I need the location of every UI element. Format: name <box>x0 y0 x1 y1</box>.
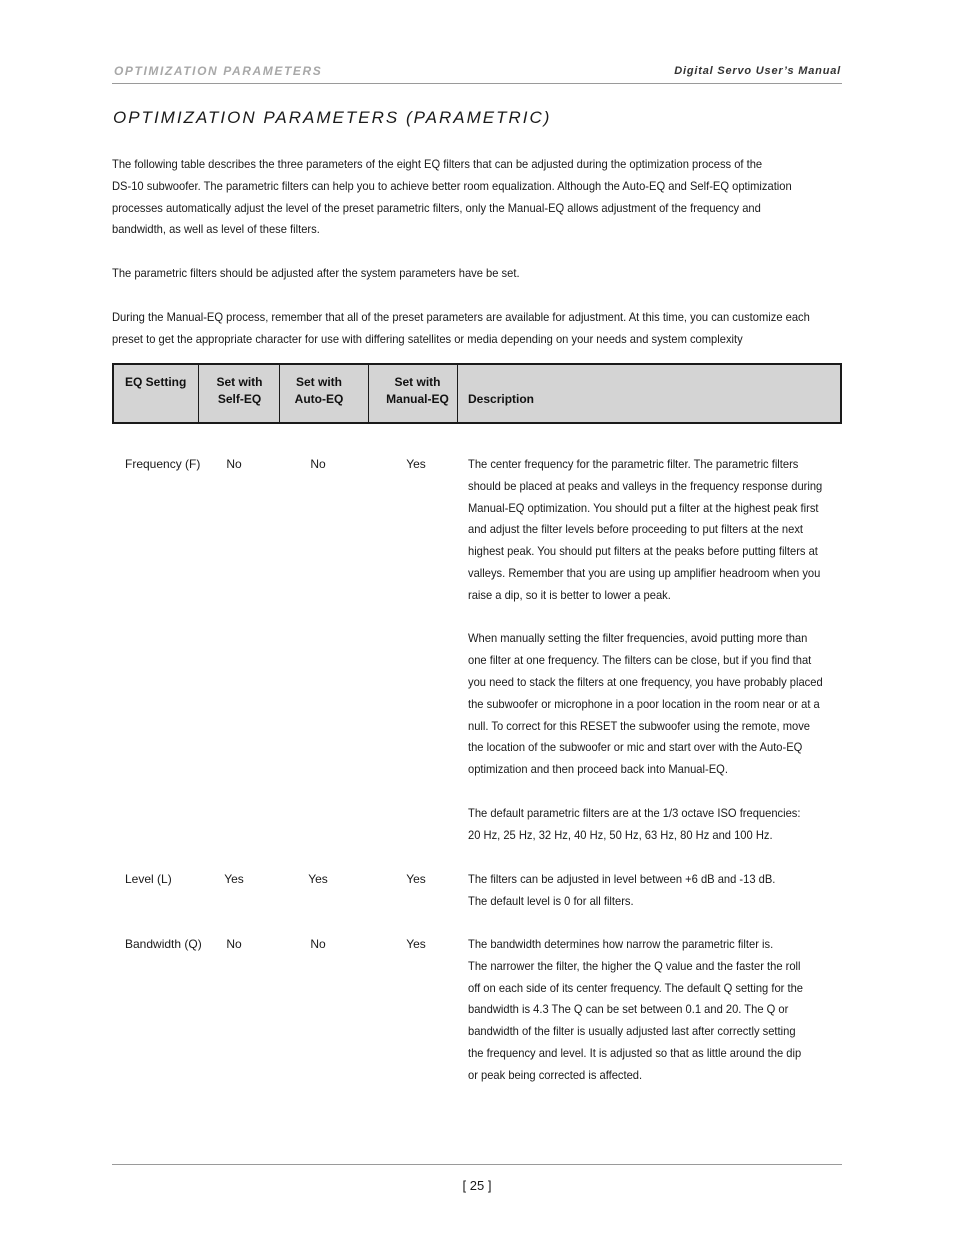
row-setting: Bandwidth (Q) <box>125 937 202 951</box>
header-auto-eq: Set with Auto-EQ <box>294 375 344 406</box>
column-divider <box>368 365 369 422</box>
description-paragraph: The filters can be adjusted in level between +6 dB and -13 dB. The default level is 0 for all filters. <box>468 872 776 908</box>
adjustment-note-paragraph: The parametric filters should be adjusted after the system parameters have be set. <box>112 266 520 280</box>
row-description <box>468 454 840 868</box>
row-manual-eq: Yes <box>406 937 426 951</box>
row-manual-eq: Yes <box>406 872 426 886</box>
footer-divider <box>112 1164 842 1165</box>
row-auto-eq: Yes <box>308 872 328 886</box>
row-self-eq: No <box>226 937 242 951</box>
page-number: [ 25 ] <box>462 1178 492 1193</box>
row-self-eq: Yes <box>224 872 244 886</box>
row-setting: Frequency (F) <box>125 457 201 471</box>
description-paragraph: The default parametric filters are at the 1/3 octave ISO frequencies: 20 Hz, 25 Hz, 32 Hz, 40 Hz, 50 Hz, 63 Hz, 80 Hz and 100 Hz. <box>468 805 801 842</box>
row-auto-eq: No <box>310 937 326 951</box>
intro-paragraph: The following table describes the three parameters of the eight EQ filters that can be adjusted during the optimization process of the DS-10 subwoofer. The parametric filters can help you to achieve better room equalization. Although the Auto-EQ and Self-EQ optimization processes automatically adjust the level of the preset parametric filters, only the Manual-EQ allows adjustment of the frequency and bandwidth, as well as level of these filters. <box>112 157 792 237</box>
row-auto-eq: No <box>310 457 326 471</box>
description-paragraph: The bandwidth determines how narrow the parametric filter is. The narrower the filter, the higher the Q value and the faster the roll off on each side of its center frequency. The default Q setting for the bandwidth is 4.3 The Q can be set between 0.1 and 20. The Q or bandwidth of the filter is usually adjusted last after correctly setting the frequency and level. It is adjusted so that as little around the dip or peak being corrected is affected. <box>468 937 804 1082</box>
header-divider <box>112 83 842 84</box>
column-divider <box>279 365 280 422</box>
row-setting: Level (L) <box>125 872 172 886</box>
running-header-manual-title: Digital Servo User’s Manual <box>674 65 841 77</box>
header-self-eq: Set with Self-EQ <box>216 375 263 406</box>
table-header <box>112 363 842 424</box>
column-divider <box>198 365 199 422</box>
header-manual-eq: Set with Manual-EQ <box>386 375 449 406</box>
header-eq-setting: EQ Setting <box>125 375 187 389</box>
header-description: Description <box>468 392 535 406</box>
description-paragraph: When manually setting the filter frequencies, avoid putting more than one filter at one frequency. The filters can be close, but if you find that you need to stack the filters at one frequency, you have probably placed the subwoofer or microphone in a poor location in the room near or at a null. To correct for this RESET the subwoofer using the remote, move the location of the subwoofer or mic and start over with the Auto-EQ optimization and then proceed back into Manual-EQ. <box>468 631 823 777</box>
manual-eq-paragraph: During the Manual-EQ process, remember that all of the preset parameters are available for adjustment. At this time, you can customize each preset to get the appropriate character for use with differing satellites or media depending on your needs and system complexity <box>112 310 810 346</box>
row-description <box>468 869 840 934</box>
description-paragraph: The center frequency for the parametric filter. The parametric filters should be placed at peaks and valleys in the frequency response during Manual-EQ optimization. You should put a filter at the highest peak first and adjust the filter levels before proceeding to put filters at the next highest peak. You should put filters at the peaks before putting filters at valleys. Remember that you are using up amplifier headroom when you raise a dip, so it is better to lower a peak. <box>468 457 823 602</box>
page-title: OPTIMIZATION PARAMETERS (PARAMETRIC) <box>113 108 552 127</box>
running-header-section: OPTIMIZATION PARAMETERS <box>114 64 323 78</box>
row-description <box>468 934 840 1108</box>
row-self-eq: No <box>226 457 242 471</box>
row-manual-eq: Yes <box>406 457 426 471</box>
